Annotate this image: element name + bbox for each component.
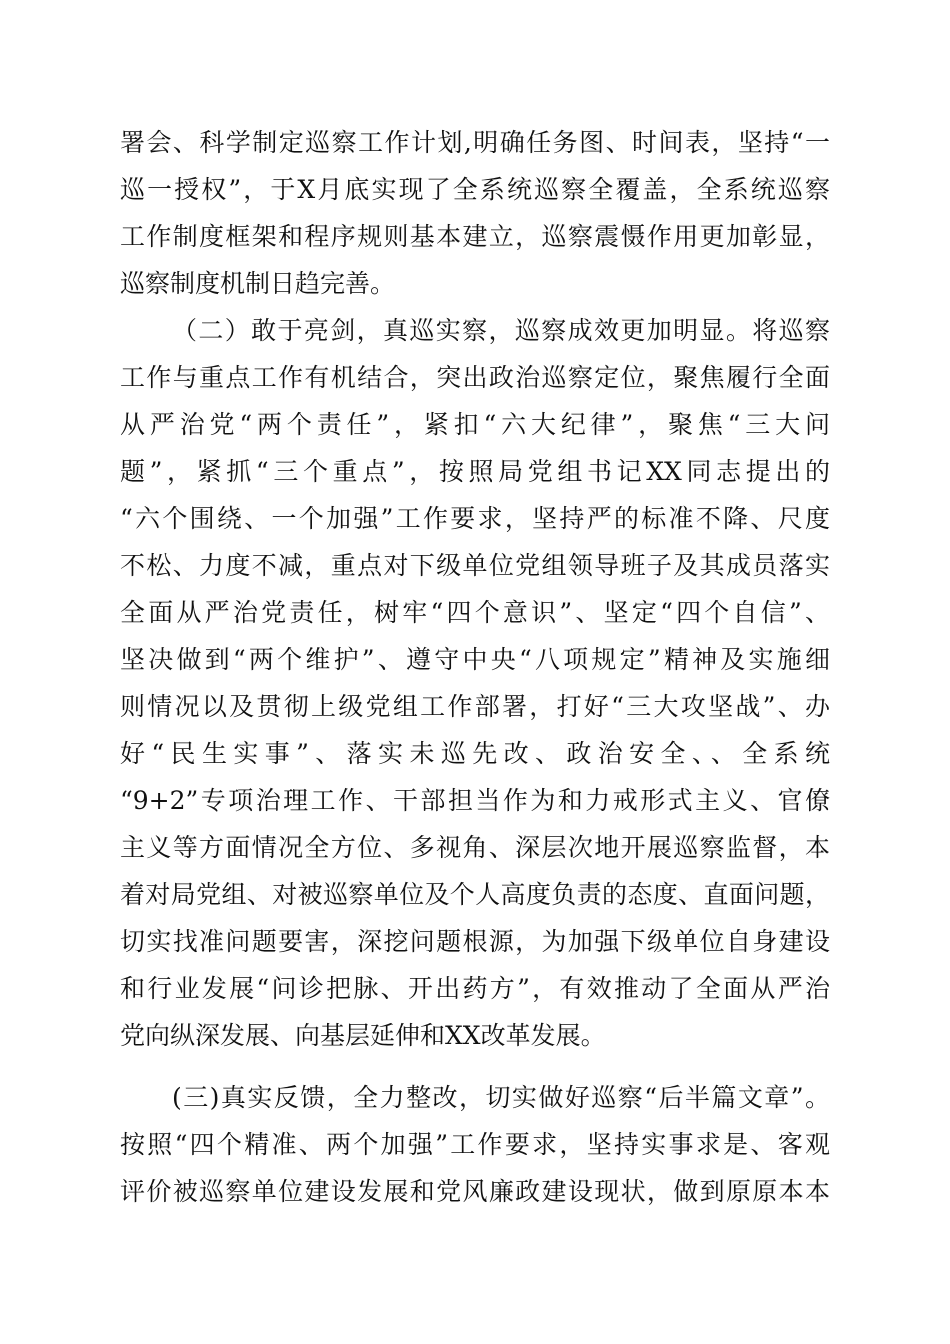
paragraph-1-line-1: 署会、科学制定巡察工作计划,明确任务图、时间表，坚持“一 [120, 128, 830, 157]
paragraph-2-line-2: 工作与重点工作有机结合，突出政治巡察定位，聚焦履行全面 [120, 363, 830, 392]
paragraph-2-line-15: 和行业发展“问诊把脉、开出药方”，有效推动了全面从严治 [120, 974, 830, 1003]
paragraph-2-line-10: 好“民生实事”、落实未巡先改、政治安全、、全系统 [120, 739, 830, 768]
paragraph-2-line-7: 全面从严治党责任，树牢“四个意识”、坚定“四个自信”、 [120, 598, 830, 627]
paragraph-2-line-1: （二）敢于亮剑，真巡实察，巡察成效更加明显。将巡察 [172, 316, 830, 345]
paragraph-1-line-4: 巡察制度机制日趋完善。 [120, 269, 396, 298]
paragraph-3-line-1: (三)真实反馈，全力整改，切实做好巡察“后半篇文章”。 [172, 1083, 830, 1112]
paragraph-2-line-14: 切实找准问题要害，深挖问题根源，为加强下级单位自身建设 [120, 927, 830, 956]
paragraph-2-line-16: 党向纵深发展、向基层延伸和XX改革发展。 [120, 1021, 606, 1050]
paragraph-2-line-13: 着对局党组、对被巡察单位及个人高度负责的态度、直面问题， [120, 880, 830, 909]
paragraph-2-line-12: 主义等方面情况全方位、多视角、深层次地开展巡察监督，本 [120, 833, 830, 862]
paragraph-2-line-4: 题”，紧抓“三个重点”，按照局党组书记XX同志提出的 [120, 457, 830, 486]
paragraph-2-line-11: “9+2”专项治理工作、干部担当作为和力戒形式主义、官僚 [120, 786, 830, 815]
paragraph-2-line-5: “六个围绕、一个加强”工作要求，坚持严的标准不降、尺度 [120, 504, 830, 533]
paragraph-3-line-2: 按照“四个精准、两个加强”工作要求，坚持实事求是、客观 [120, 1130, 830, 1159]
paragraph-2-line-9: 则情况以及贯彻上级党组工作部署，打好“三大攻坚战”、办 [120, 692, 830, 721]
paragraph-2-line-6: 不松、力度不减，重点对下级单位党组领导班子及其成员落实 [120, 551, 830, 580]
paragraph-3-line-3: 评价被巡察单位建设发展和党风廉政建设现状，做到原原本本 [120, 1177, 830, 1206]
paragraph-1-line-3: 工作制度框架和程序规则基本建立，巡察震慑作用更加彰显， [120, 222, 830, 251]
paragraph-2-line-8: 坚决做到“两个维护”、遵守中央“八项规定”精神及实施细 [120, 645, 830, 674]
paragraph-2-line-3: 从严治党“两个责任”，紧扣“六大纪律”，聚焦“三大问 [120, 410, 830, 439]
paragraph-1-line-2: 巡一授权”，于X月底实现了全系统巡察全覆盖，全系统巡察 [120, 175, 830, 204]
